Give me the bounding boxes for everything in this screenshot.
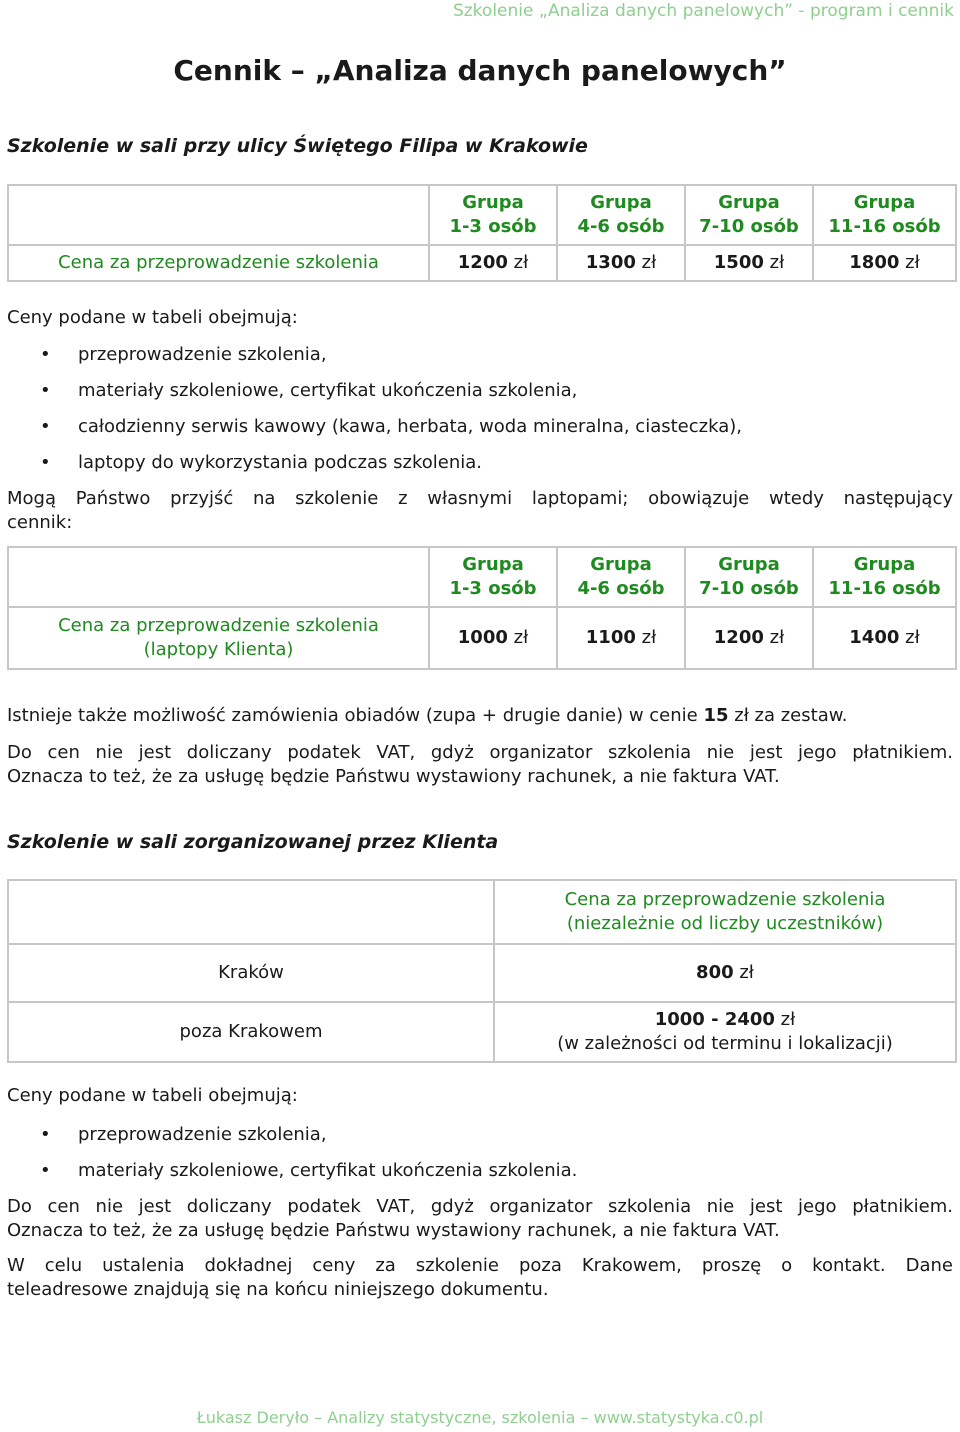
page-title: Cennik – „Analiza danych panelowych” bbox=[173, 54, 787, 87]
table3-row-label: Kraków bbox=[8, 944, 494, 1002]
table3-header: Cena za przeprowadzenie szkolenia (niezależnie od liczby uczestników) bbox=[494, 880, 956, 944]
lunch-note: Istnieje także możliwość zamówienia obiadów (zupa + drugie danie) w cenie 15 zł za zestaw. bbox=[7, 705, 848, 726]
vat-note-1: Do cen nie jest doliczany podatek VAT, gdyż organizator szkolenia nie jest jego płatnikiem. Oznacza to też, że za usługę będzie Państwu wystawiony rachunek, a nie faktura VAT. bbox=[7, 742, 953, 787]
table1-corner bbox=[8, 185, 429, 245]
table2-price: 1000 zł bbox=[429, 607, 557, 669]
table2-corner bbox=[8, 547, 429, 607]
table2-group-col: Grupa 4-6 osób bbox=[557, 547, 685, 607]
table1-price: 1300 zł bbox=[557, 245, 685, 281]
table3-corner bbox=[8, 880, 494, 944]
includes-intro: Ceny podane w tabeli obejmują: bbox=[7, 307, 298, 328]
table1-row-label: Cena za przeprowadzenie szkolenia bbox=[8, 245, 429, 281]
table2-group-col: Grupa 7-10 osób bbox=[685, 547, 813, 607]
table3-price: 1000 - 2400 zł (w zależności od terminu i lokalizacji) bbox=[494, 1002, 956, 1062]
table1-price: 1800 zł bbox=[813, 245, 956, 281]
price-table-2 bbox=[7, 546, 957, 670]
table3-row-label: poza Krakowem bbox=[8, 1002, 494, 1062]
section1-title: Szkolenie w sali przy ulicy Świętego Filipa w Krakowie bbox=[7, 135, 588, 157]
table1-price: 1200 zł bbox=[429, 245, 557, 281]
table2-price: 1100 zł bbox=[557, 607, 685, 669]
section2-title: Szkolenie w sali zorganizowanej przez Klienta bbox=[7, 831, 499, 853]
table1-group-col: Grupa 1-3 osób bbox=[429, 185, 557, 245]
vat-note-2: Do cen nie jest doliczany podatek VAT, gdyż organizator szkolenia nie jest jego płatnikiem. Oznacza to też, że za usługę będzie Państwu wystawiony rachunek, a nie faktura VAT. bbox=[7, 1196, 953, 1241]
table2-group-col: Grupa 11-16 osób bbox=[813, 547, 956, 607]
contact-note: W celu ustalenia dokładnej ceny za szkolenie poza Krakowem, proszę o kontakt. Dane teleadresowe znajdują się na końcu niniejszego dokumentu. bbox=[7, 1255, 953, 1300]
own-laptops-paragraph: Mogą Państwo przyjść na szkolenie z własnymi laptopami; obowiązuje wtedy następujący cennik: bbox=[7, 488, 953, 533]
includes-intro-2: Ceny podane w tabeli obejmują: bbox=[7, 1085, 298, 1106]
table1-group-col: Grupa 4-6 osób bbox=[557, 185, 685, 245]
table3-price: 800 zł bbox=[494, 944, 956, 1002]
header-note: Szkolenie „Analiza danych panelowych” - program i cennik bbox=[452, 1, 954, 21]
table1-price: 1500 zł bbox=[685, 245, 813, 281]
price-table-1 bbox=[7, 184, 957, 282]
table2-row-label: Cena za przeprowadzenie szkolenia (laptopy Klienta) bbox=[8, 607, 429, 669]
price-table-3 bbox=[7, 879, 957, 1063]
table1-group-col: Grupa 7-10 osób bbox=[685, 185, 813, 245]
table2-price: 1200 zł bbox=[685, 607, 813, 669]
table2-group-col: Grupa 1-3 osób bbox=[429, 547, 557, 607]
page-footer: Łukasz Deryło – Analizy statystyczne, szkolenia – www.statystyka.c0.pl bbox=[196, 1408, 764, 1427]
table2-price: 1400 zł bbox=[813, 607, 956, 669]
table1-group-col: Grupa 11-16 osób bbox=[813, 185, 956, 245]
